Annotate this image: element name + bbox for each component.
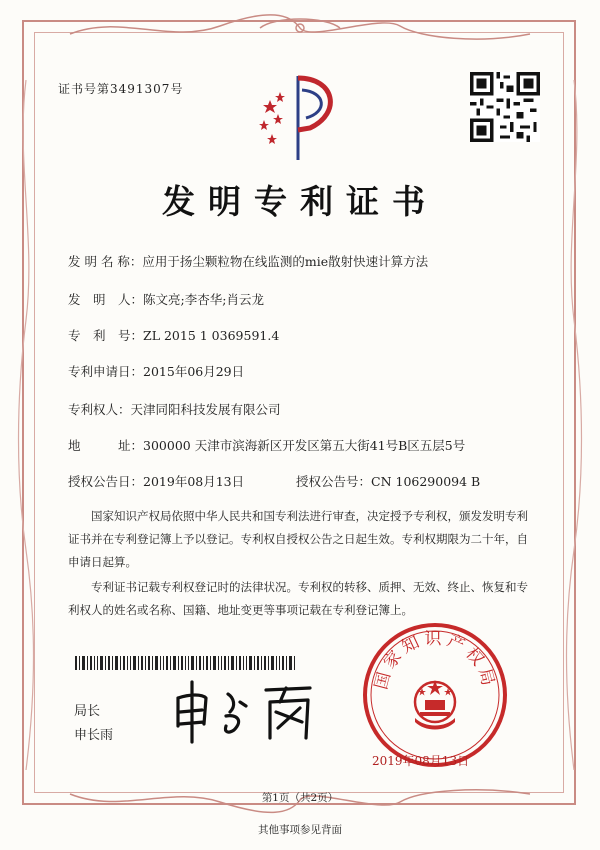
legal-status-paragraph: 专利证书记载专利权登记时的法律状况。专利权的转移、质押、无效、终止、恢复和专利权人的姓名或名称、国籍、地址变更等事项记载在专利登记簿上。 [68, 580, 528, 617]
grant-number-label: 授权公告号： [296, 474, 372, 489]
seal-date: 2019年08月13日 [372, 754, 470, 768]
filing-date-row [68, 362, 244, 380]
inventors-label: 发 明 人： [68, 292, 144, 307]
qr-code-icon [470, 72, 540, 142]
patent-office-logo-icon [250, 68, 350, 168]
grant-date-label: 授权公告日： [68, 474, 144, 489]
grant-number-row [296, 472, 480, 490]
invention-name-row [68, 252, 428, 270]
invention-name-label: 发 明 名 称： [68, 254, 143, 269]
filing-date-label: 专利申请日： [68, 364, 144, 379]
address-value: 300000 天津市滨海新区开发区第五大街41号B区五层5号 [143, 438, 466, 453]
grant-date-row [68, 472, 244, 490]
page-indicator: 第1页（共2页） [261, 792, 339, 804]
patent-number-label: 专 利 号： [68, 328, 144, 343]
certificate-number: 证书号第3491307号 [58, 82, 184, 96]
invention-name-value: 应用于扬尘颗粒物在线监测的mie散射快速计算方法 [142, 254, 429, 269]
grant-statement-paragraph: 国家知识产权局依照中华人民共和国专利法进行审查，决定授予专利权，颁发发明专利证书并在专利登记簿上予以登记。专利权自授权公告之日起生效。专利权期限为二十年，自申请日起算。 [68, 509, 528, 569]
patent-number-value: ZL 2015 1 0369591.4 [143, 328, 280, 343]
director-name: 申长雨 [74, 728, 114, 743]
certificate-title: 发明专利证书 [162, 182, 438, 221]
back-note: 其他事项参见背面 [258, 824, 342, 836]
patentee-value: 天津同阳科技发展有限公司 [130, 402, 281, 417]
address-label: 地 址： [68, 438, 144, 453]
grant-number-value: CN 106290094 B [371, 474, 481, 489]
patentee-row [68, 400, 281, 418]
address-row [68, 436, 465, 454]
grant-date-value: 2019年08月13日 [143, 474, 245, 489]
top-ornament [60, 14, 540, 44]
director-title: 局长 [74, 704, 101, 719]
patent-number-row [68, 326, 279, 344]
barcode-icon [75, 656, 295, 670]
official-seal-icon [360, 620, 510, 770]
inventors-row [68, 290, 264, 308]
seal-text: 国家知识产权局 [371, 629, 499, 692]
inventors-value: 陈文亮;李杏华;肖云龙 [143, 292, 264, 307]
patentee-label: 专利权人： [68, 402, 131, 417]
filing-date-value: 2015年06月29日 [143, 364, 245, 379]
director-signature-icon [170, 676, 320, 746]
